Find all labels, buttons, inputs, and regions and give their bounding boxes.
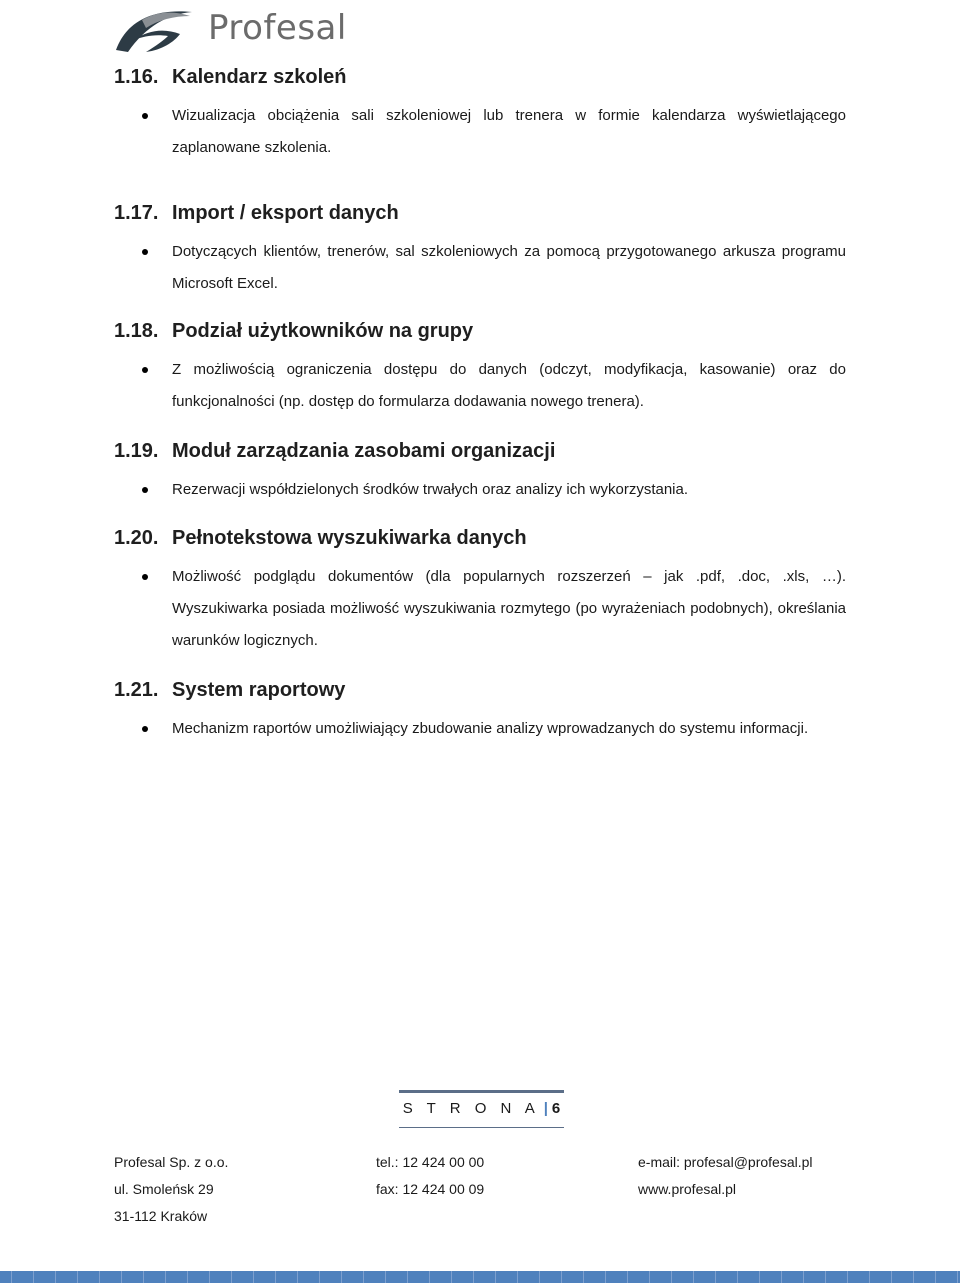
bullet-list — [114, 100, 846, 164]
section-1-21 — [114, 677, 846, 745]
logo-text: Profesal — [208, 8, 347, 48]
bar-tick — [715, 1271, 716, 1283]
footer-website: www.profesal.pl — [638, 1181, 737, 1197]
bar-tick — [539, 1271, 540, 1283]
bar-tick — [143, 1271, 144, 1283]
bar-tick — [671, 1271, 672, 1283]
bar-tick — [847, 1271, 848, 1283]
section-number: 1.17. — [114, 202, 159, 224]
bar-tick — [341, 1271, 342, 1283]
section-number: 1.20. — [114, 527, 159, 549]
bar-tick — [495, 1271, 496, 1283]
bar-tick — [297, 1271, 298, 1283]
section-title: Import / eksport danych — [172, 202, 399, 224]
section-title: Kalendarz szkoleń — [172, 66, 347, 88]
bullet-icon — [142, 113, 148, 119]
section-heading — [114, 318, 846, 344]
bar-tick — [385, 1271, 386, 1283]
bar-tick — [891, 1271, 892, 1283]
footer-street: ul. Smoleńsk 29 — [114, 1181, 214, 1197]
logo-mark-icon — [112, 0, 198, 56]
section-heading — [114, 677, 846, 703]
bar-tick — [517, 1271, 518, 1283]
bar-tick — [231, 1271, 232, 1283]
bullet-list — [114, 236, 846, 300]
bar-tick — [473, 1271, 474, 1283]
bar-tick — [187, 1271, 188, 1283]
section-title: Podział użytkowników na grupy — [172, 320, 474, 342]
bar-tick — [759, 1271, 760, 1283]
bullet-icon — [142, 574, 148, 580]
footer-contact — [114, 1152, 834, 1233]
bullet-text: Wizualizacja obciążenia sali szkoleniowej lub trenera w formie kalendarza wyświetlającego zaplanowane szkolenia. — [172, 107, 846, 156]
bar-tick — [781, 1271, 782, 1283]
page-number-box — [399, 1090, 564, 1128]
section-number: 1.19. — [114, 440, 159, 462]
section-1-17 — [114, 200, 846, 318]
bar-tick — [869, 1271, 870, 1283]
bullet-item — [114, 100, 846, 164]
bar-tick — [11, 1271, 12, 1283]
bar-tick — [121, 1271, 122, 1283]
bullet-item — [114, 561, 846, 657]
footer-city: 31-112 Kraków — [114, 1208, 208, 1224]
section-number: 1.16. — [114, 66, 159, 88]
section-number: 1.18. — [114, 320, 159, 342]
footer-fax: fax: 12 424 00 09 — [376, 1181, 485, 1197]
footer-row — [114, 1206, 834, 1233]
bullet-list — [114, 713, 846, 745]
section-heading — [114, 200, 846, 226]
bar-tick — [55, 1271, 56, 1283]
bullet-item — [114, 713, 846, 745]
page-number: 6 — [551, 1100, 561, 1117]
bullet-list — [114, 561, 846, 657]
section-title: Pełnotekstowa wyszukiwarka danych — [172, 527, 527, 549]
bar-tick — [693, 1271, 694, 1283]
section-heading — [114, 525, 846, 551]
bullet-item — [114, 354, 846, 418]
bar-tick — [451, 1271, 452, 1283]
bar-tick — [913, 1271, 914, 1283]
section-title: Moduł zarządzania zasobami organizacji — [172, 440, 556, 462]
bar-tick — [935, 1271, 936, 1283]
bar-tick — [253, 1271, 254, 1283]
bar-tick — [561, 1271, 562, 1283]
bullet-list — [114, 474, 846, 506]
section-1-20 — [114, 525, 846, 677]
bullet-text: Z możliwością ograniczenia dostępu do danych (odczyt, modyfikacja, kasowanie) oraz do funkcjonalności (np. dostęp do formularza dodawania nowego trenera). — [172, 361, 846, 410]
section-1-18 — [114, 318, 846, 438]
bullet-text: Rezerwacji współdzielonych środków trwałych oraz analizy ich wykorzystania. — [172, 481, 689, 498]
bullet-text: Mechanizm raportów umożliwiający zbudowanie analizy wprowadzanych do systemu informacji. — [172, 720, 809, 737]
bar-tick — [737, 1271, 738, 1283]
section-number: 1.21. — [114, 679, 159, 701]
bar-tick — [583, 1271, 584, 1283]
bar-tick — [99, 1271, 100, 1283]
bar-tick — [77, 1271, 78, 1283]
footer-row — [114, 1179, 834, 1206]
company-logo — [112, 0, 347, 56]
section-1-19 — [114, 438, 846, 525]
section-title: System raportowy — [172, 679, 346, 701]
bar-tick — [429, 1271, 430, 1283]
page-separator: | — [543, 1100, 548, 1117]
bar-tick — [605, 1271, 606, 1283]
bullet-icon — [142, 726, 148, 732]
bullet-text: Możliwość podglądu dokumentów (dla popularnych rozszerzeń – jak .pdf, .doc, .xls, …). Wyszukiwarka posiada możliwość wyszukiwania rozmytego (po wyrażeniach podobnych), określania warunków logicznych. — [172, 568, 846, 649]
bar-tick — [825, 1271, 826, 1283]
footer-phone: tel.: 12 424 00 00 — [376, 1154, 485, 1170]
bar-tick — [33, 1271, 34, 1283]
bar-tick — [319, 1271, 320, 1283]
bullet-list — [114, 354, 846, 418]
bar-tick — [407, 1271, 408, 1283]
bullet-item — [114, 236, 846, 300]
bullet-icon — [142, 249, 148, 255]
section-heading — [114, 64, 846, 90]
section-heading — [114, 438, 846, 464]
document-body — [114, 64, 846, 745]
footer-row — [114, 1152, 834, 1179]
bar-tick — [627, 1271, 628, 1283]
bar-tick — [957, 1271, 958, 1283]
bullet-icon — [142, 487, 148, 493]
page-label: S T R O N A — [402, 1100, 540, 1117]
bar-tick — [649, 1271, 650, 1283]
bar-tick — [275, 1271, 276, 1283]
bullet-icon — [142, 367, 148, 373]
bar-tick — [165, 1271, 166, 1283]
section-1-16 — [114, 64, 846, 200]
footer-email: e-mail: profesal@profesal.pl — [638, 1154, 813, 1170]
bar-tick — [803, 1271, 804, 1283]
bottom-decorative-bar — [0, 1271, 960, 1283]
bar-tick — [209, 1271, 210, 1283]
bar-tick — [363, 1271, 364, 1283]
footer-company: Profesal Sp. z o.o. — [114, 1154, 229, 1170]
bullet-item — [114, 474, 846, 506]
bullet-text: Dotyczących klientów, trenerów, sal szkoleniowych za pomocą przygotowanego arkusza programu Microsoft Excel. — [172, 243, 846, 292]
